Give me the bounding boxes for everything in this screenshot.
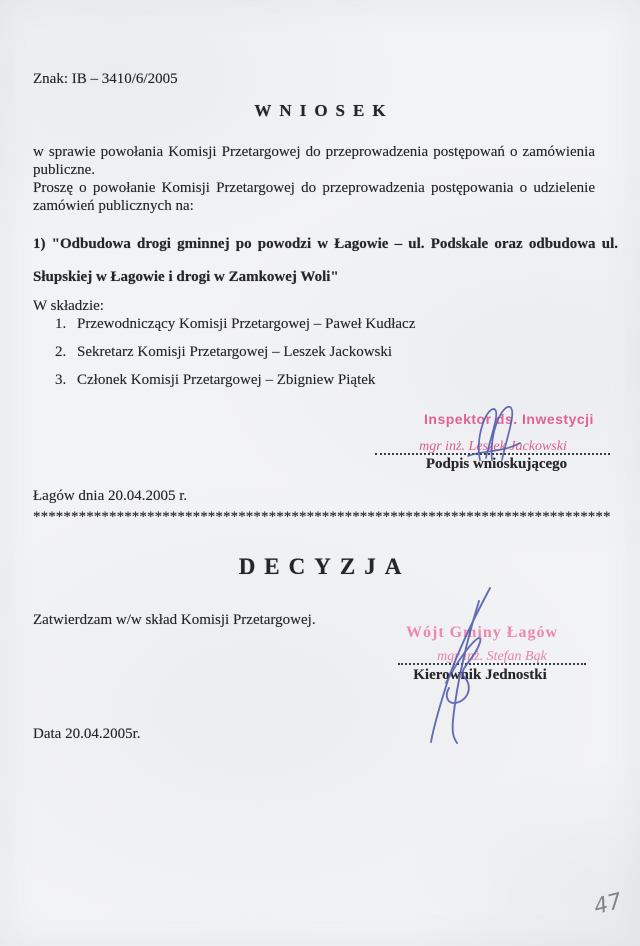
asterisk-separator: **************************************************************************** bbox=[33, 509, 611, 525]
list-item-number: 2. bbox=[55, 344, 67, 360]
list-item bbox=[55, 316, 415, 344]
applicant-signature-caption: Podpis wnioskującego bbox=[425, 456, 568, 472]
request-paragraph: Proszę o powołanie Komisji Przetargowej do przeprowadzenia postępowania o udzielenie zamówień publicznych na: bbox=[33, 180, 595, 214]
list-item-text: Sekretarz Komisji Przetargowej – Leszek Jackowski bbox=[77, 344, 393, 360]
subject-line: 1) "Odbudowa drogi gminnej po powodzi w Łagowie – ul. Podskale oraz odbudowa ul. Słupskiej w Łagowie i drogi w Zamkowej Woli" bbox=[33, 236, 618, 285]
wniosek-title: WNIOSEK bbox=[254, 101, 394, 120]
list-item bbox=[55, 344, 415, 372]
composition-label: W składzie: bbox=[33, 298, 104, 314]
mayor-stamp-name: mgr inż. Stefan Bąk bbox=[437, 649, 547, 664]
list-item-number: 3. bbox=[55, 372, 67, 388]
decyzja-date-line: Data 20.04.2005r. bbox=[33, 726, 141, 742]
reference-number: Znak: IB – 3410/6/2005 bbox=[33, 71, 178, 87]
mayor-stamp-title: Wójt Gminy Łagów bbox=[406, 624, 558, 641]
decyzja-title: DECYZJA bbox=[238, 554, 411, 579]
approval-statement: Zatwierdzam w/w skład Komisji Przetargowej. bbox=[33, 612, 316, 628]
list-item-text: Członek Komisji Przetargowej – Zbigniew Piątek bbox=[77, 372, 376, 388]
signature-ink-icon bbox=[418, 585, 513, 745]
intro-paragraphs bbox=[33, 143, 595, 215]
intro-paragraph: w sprawie powołania Komisji Przetargowej do przeprowadzenia postępowań o zamówienia publiczne. bbox=[33, 144, 595, 178]
committee-member-list bbox=[55, 316, 415, 400]
handwritten-page-number: 47 bbox=[591, 888, 625, 921]
handwritten-signature-2 bbox=[418, 585, 513, 745]
list-item-number: 1. bbox=[55, 316, 67, 332]
handwritten-signature-1 bbox=[460, 398, 534, 466]
list-item bbox=[55, 372, 415, 400]
inspector-stamp-name: mgr inż. Leszek Jackowski bbox=[419, 439, 567, 454]
inspector-stamp-title: Inspektor ds. Inwestycji bbox=[424, 411, 594, 427]
list-item-text: Przewodniczący Komisji Przetargowej – Paweł Kudłacz bbox=[77, 316, 416, 332]
signature-ink-icon bbox=[460, 398, 534, 466]
unit-head-signature-caption: Kierownik Jednostki bbox=[413, 667, 547, 683]
wniosek-date-line: Łagów dnia 20.04.2005 r. bbox=[33, 488, 188, 504]
